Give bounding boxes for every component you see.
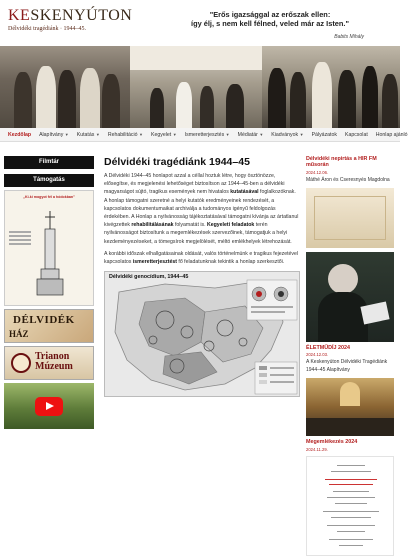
- logo-rest: SKENYÚTON: [30, 7, 133, 24]
- header-quote: [150, 10, 390, 40]
- site-header: [0, 0, 400, 46]
- chevron-down-icon: ▼: [64, 132, 69, 137]
- delvidek-haz-banner[interactable]: [4, 309, 94, 343]
- p1-link-rehabilitacio[interactable]: rehabilitálásának: [131, 222, 174, 229]
- news-1-date: 2024.12.06.: [306, 169, 329, 175]
- trianon-title: [35, 352, 73, 372]
- banner-photo-procession: [262, 46, 400, 128]
- article-paragraph-1: [104, 172, 300, 246]
- p1-text-c: foglalkozóknak. A honlap támogatni szeretné a helyi kutatók eredményeinek rendezését, a kapcsolatos dokumentumaikat archiválja a tudományos igényű feldolgozás érdekében. A Honlap a nyilvánosság tájékoztatásával támogatni kívánja az ártatlanul kivégzettek: [104, 189, 299, 229]
- trianon-muzeum-banner[interactable]: [4, 346, 94, 380]
- chevron-down-icon: ▼: [139, 132, 143, 137]
- nav-item-label: Rehabilitáció: [107, 131, 138, 138]
- p2-text-c: fő feladatunknak tekintik a honlap szerkesztői.: [176, 259, 285, 266]
- nav-item-kegyelet[interactable]: [151, 132, 177, 138]
- event-invitation-document[interactable]: [306, 456, 394, 556]
- main-nav: [0, 128, 408, 142]
- nav-item-kapcsolat[interactable]: [345, 132, 368, 138]
- news-2-image[interactable]: [306, 252, 394, 342]
- monument-drawing-icon: [35, 209, 65, 299]
- nav-item-label: Honlap ajánló: [375, 131, 408, 138]
- nav-item-honlap-ajánló[interactable]: [376, 132, 408, 138]
- news-2-desc: A Keskenyúton Délvidéki Tragédiánk 1944–45 Alapítvány: [306, 359, 388, 374]
- nav-item-médiatár[interactable]: [238, 132, 264, 138]
- trianon-line-1: Trianon: [35, 351, 70, 362]
- trianon-line-2: Múzeum: [35, 361, 73, 372]
- news-3-date: 2024.11.29.: [306, 446, 328, 452]
- news-1-desc: Máthé Áron és Cseresnyés Magdolna: [306, 176, 390, 183]
- news-3-title[interactable]: Megemlékezés 2024: [306, 439, 358, 446]
- p2-text-a: A korábbi időszak elhallgatásainak oldását, valós történelmünk e tragikus fejezetével kapcsolatos: [104, 250, 299, 266]
- map-graphic-icon: [105, 272, 301, 398]
- delvidek-subtitle: HÁZ: [9, 329, 29, 339]
- nav-item-label: Alapítvány: [39, 131, 64, 138]
- chevron-down-icon: ▼: [259, 132, 264, 137]
- youtube-play-icon[interactable]: [35, 397, 63, 416]
- quote-line-1: "Erős igazsággal az erőszak ellen:: [209, 10, 331, 19]
- p1-text-a: A Délvidéki 1944–45 honlapot azzal a céllal hoztuk létre, hogy ösztönözze, elősegítse, és megjelenési lehetőséget biztosítson az 1944–45-ben a délvidéki magyarságot sújtó, tragikus események nem hivatalos: [104, 173, 285, 196]
- news-3-image[interactable]: [306, 378, 394, 436]
- nav-item-pályázatok[interactable]: [312, 132, 337, 138]
- nav-item-label: Kegyelet: [151, 131, 172, 138]
- poster-side-text: [9, 231, 31, 245]
- tamogatas-button[interactable]: Támogatás: [4, 174, 94, 187]
- nav-item-ismeretterjesztés[interactable]: [185, 132, 230, 138]
- chevron-down-icon: ▼: [172, 132, 177, 137]
- nav-item-label: Pályázatok: [311, 131, 337, 138]
- chevron-down-icon: ▼: [299, 132, 304, 137]
- nav-item-kezdőlap[interactable]: [8, 132, 31, 138]
- nav-item-kutatás[interactable]: [77, 132, 100, 138]
- banner-photo-ceremony: [130, 46, 262, 128]
- nav-item-label: Médiatár: [237, 131, 258, 138]
- nav-item-alapítvány[interactable]: [39, 132, 69, 138]
- p1-link-kutatas[interactable]: kutatásával: [230, 189, 259, 196]
- chevron-down-icon: ▼: [225, 132, 230, 137]
- poster-title: „Ki-ki mogyot fél a hódokban": [23, 195, 75, 199]
- filmtar-button[interactable]: Filmtár: [4, 156, 94, 169]
- delvidek-title: DÉLVIDÉK: [13, 314, 75, 326]
- nav-item-rehabilitáció[interactable]: [108, 132, 143, 138]
- quote-author: Babits Mihály: [334, 34, 364, 40]
- p1-text-e: folyamatát is.: [173, 222, 207, 229]
- left-sidebar: [4, 156, 94, 429]
- news-2-title[interactable]: ÉLETMŰDÍJ 2024: [306, 344, 351, 351]
- video-banner[interactable]: [4, 383, 94, 429]
- nav-item-kiadványok[interactable]: [271, 132, 303, 138]
- p1-text-g: terén nyilvánosságot biztosítunk a megemlékezések szervezőinek, támogatjuk a helyi kezdeményezéseket, a tömegsírok megjelölését, méltó emlékhelyek létrehozását.: [104, 222, 292, 245]
- chevron-down-icon: ▼: [95, 132, 100, 137]
- quote-line-2: így élj, s nem kell félned, veled már az Isten.": [191, 19, 349, 28]
- logo-title: [8, 7, 133, 24]
- p2-link-ismeretterjesztes[interactable]: ismeretterjesztést: [132, 259, 177, 266]
- logo-prefix: KE: [8, 7, 31, 24]
- article-title: Délvidéki tragédiánk 1944–45: [104, 156, 250, 168]
- map-title: Délvidéki genocídium, 1944–45: [109, 274, 189, 281]
- nav-item-label: Kutatás: [76, 131, 95, 138]
- nav-item-label: Ismeretterjesztés: [184, 131, 225, 138]
- news-1-image[interactable]: [306, 188, 394, 248]
- site-logo[interactable]: [8, 7, 133, 38]
- trianon-seal-icon: [11, 353, 31, 373]
- genocide-map[interactable]: [104, 271, 300, 397]
- news-2-date: 2024.12.03.: [306, 352, 329, 358]
- news-1-title[interactable]: Délvidéki nepirtás a HIR FM műsorán: [306, 156, 377, 169]
- nav-item-label: Kiadványok: [271, 131, 299, 138]
- banner-photo-folk-dancers: [0, 46, 130, 128]
- p1-link-kegyelet[interactable]: Kegyeleti feladatok: [206, 222, 255, 229]
- logo-subtitle: Délvidéki tragédiánk · 1944–45.: [8, 26, 86, 32]
- article-paragraph-2: [104, 250, 300, 266]
- header-banner: [0, 46, 400, 128]
- nav-item-label: Kapcsolat: [344, 131, 368, 138]
- support-poster[interactable]: [4, 190, 94, 306]
- nav-item-label: Kezdőlap: [8, 131, 32, 138]
- right-news-column: [306, 156, 394, 556]
- main-article: [104, 156, 300, 397]
